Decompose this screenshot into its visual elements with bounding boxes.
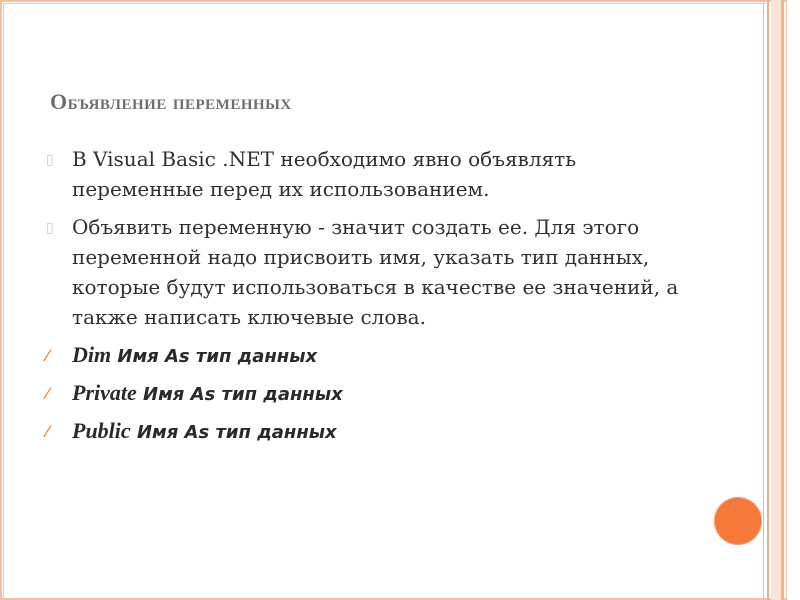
pencil-marker-icon: ⁄ (46, 346, 49, 365)
bullet-item (42, 144, 702, 204)
decor-stripe (781, 0, 784, 600)
bullet-text: В Visual Basic .NET необходимо явно объявлять переменные перед их использованием. (72, 147, 577, 201)
bullet-item (42, 212, 702, 332)
decor-stripe (771, 0, 781, 600)
slide-title: Объявление переменных (50, 89, 292, 114)
code-keyword: Public (72, 418, 131, 443)
bullet-list (42, 144, 702, 454)
bullet-text: Объявить переменную - значит создать ее. Для этого переменной надо присвоить имя, указать тип данных, которые будут использоваться в качестве ее значений, а также написать ключевые слова. (72, 215, 679, 329)
bullet-marker-icon: ▯ (46, 152, 54, 168)
code-line (42, 378, 702, 410)
code-rest: Имя As тип данных (130, 422, 337, 443)
decor-stripe (767, 0, 769, 600)
code-line (42, 416, 702, 448)
orange-circle (714, 497, 762, 545)
decor-stripe (763, 0, 764, 600)
pencil-marker-icon: ⁄ (46, 422, 49, 441)
code-keyword: Private (72, 380, 137, 405)
code-rest: Имя As тип данных (136, 384, 343, 405)
code-line (42, 340, 702, 372)
code-keyword: Dim (72, 342, 112, 367)
pencil-marker-icon: ⁄ (46, 384, 49, 403)
decor-stripe (786, 0, 800, 600)
bullet-marker-icon: ▯ (46, 220, 54, 236)
code-rest: Имя As тип данных (111, 346, 318, 367)
